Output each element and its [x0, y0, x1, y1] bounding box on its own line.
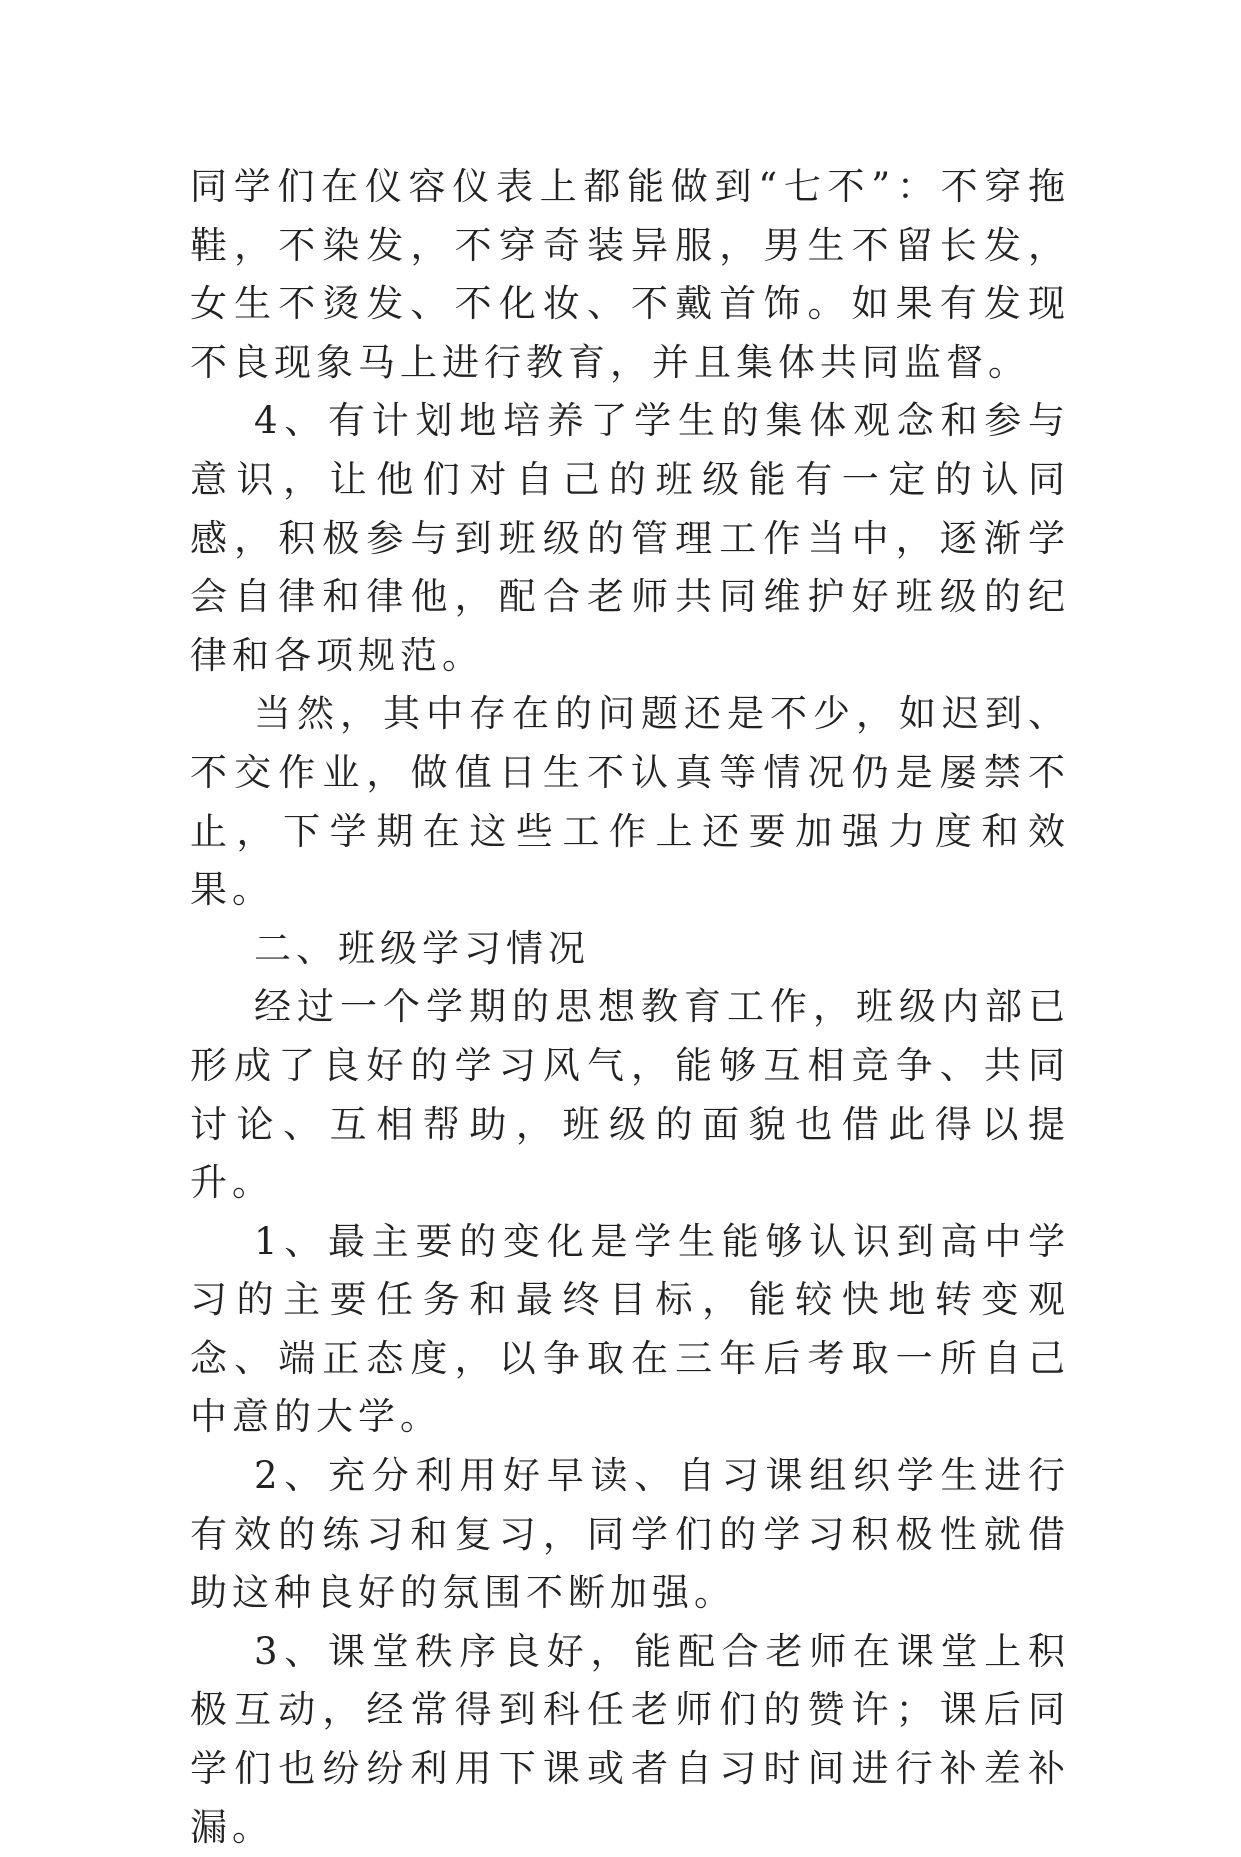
- document-body: [190, 158, 1070, 1857]
- paragraph-study-overview: 经过一个学期的思想教育工作，班级内部已形成了良好的学习风气，能够互相竞争、共同讨论、互相帮助，班级的面貌也借此得以提升。: [190, 985, 1070, 1205]
- paragraph-point-1: 1、最主要的变化是学生能够认识到高中学习的主要任务和最终目标，能较快地转变观念、端正态度，以争取在三年后考取一所自己中意的大学。: [190, 1219, 1070, 1439]
- paragraph-point-2: 2、充分利用好早读、自习课组织学生进行有效的练习和复习，同学们的学习积极性就借助这种良好的氛围不断加强。: [190, 1454, 1070, 1615]
- paragraph-point-4: 4、有计划地培养了学生的集体观念和参与意识，让他们对自己的班级能有一定的认同感，积极参与到班级的管理工作当中，逐渐学会自律和律他，配合老师共同维护好班级的纪律和各项规范。: [190, 399, 1070, 677]
- paragraph-point-3: 3、课堂秩序良好，能配合老师在课堂上积极互动，经常得到科任老师们的赞许；课后同学们也纷纷利用下课或者自习时间进行补差补漏。: [190, 1629, 1070, 1849]
- paragraph-existing-problems: 当然，其中存在的问题还是不少，如迟到、不交作业，做值日生不认真等情况仍是屡禁不止，下学期在这些工作上还要加强力度和效果。: [190, 692, 1070, 912]
- paragraph-appearance-rules: 同学们在仪容仪表上都能做到“七不”：不穿拖鞋，不染发，不穿奇装异服，男生不留长发，女生不烫发、不化妆、不戴首饰。如果有发现不良现象马上进行教育，并且集体共同监督。: [190, 165, 1070, 384]
- section-heading-study: 二、班级学习情况: [254, 926, 590, 970]
